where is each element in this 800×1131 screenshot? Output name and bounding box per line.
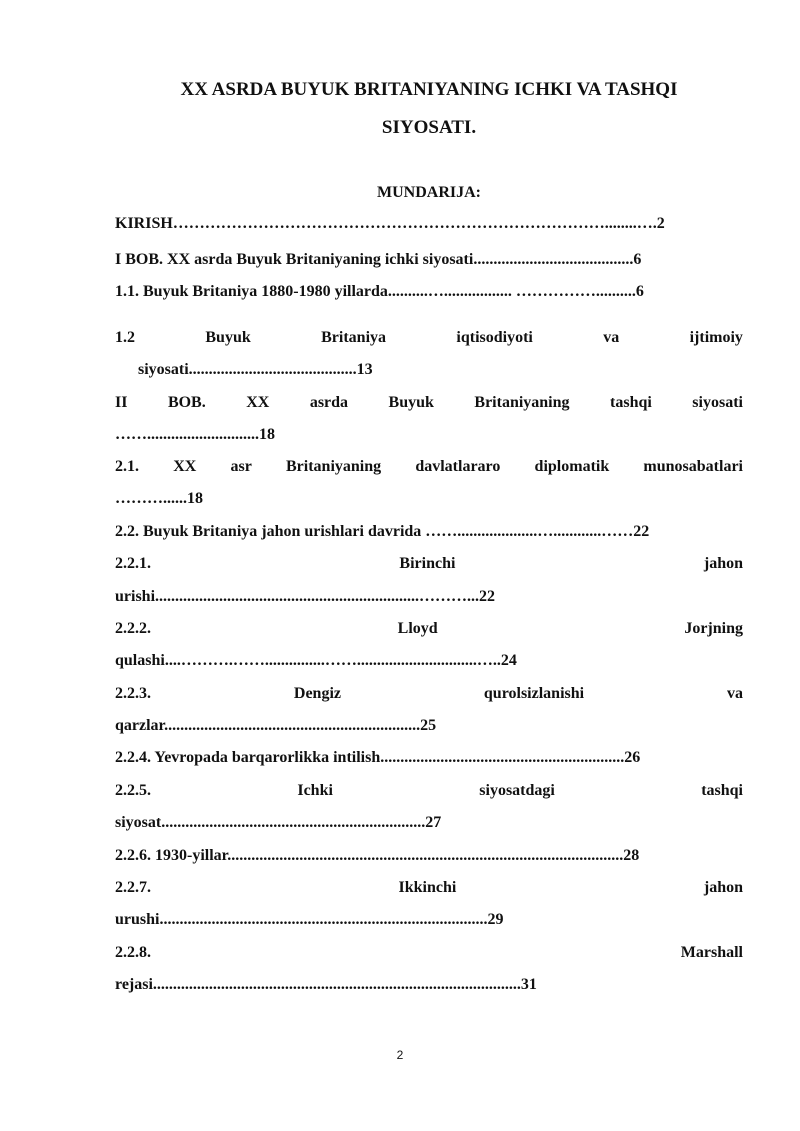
toc-entry-1-2-continuation: siyosati..........................................13 <box>138 361 373 378</box>
toc-entry-2-2-3-continuation: qarzlar................................................................25 <box>115 717 437 734</box>
toc-entry-bob2 <box>115 393 743 413</box>
toc-word: Britaniya <box>321 329 387 346</box>
toc-word: Ikkinchi <box>398 879 457 896</box>
toc-word: BOB. <box>167 394 206 411</box>
toc-word: 2.2.1. <box>115 555 151 572</box>
toc-word: diplomatik <box>534 458 610 475</box>
toc-word: Jorjning <box>684 620 743 637</box>
toc-entry-2-2-7-continuation: urushi..................................................................................29 <box>115 911 504 928</box>
toc-word: jahon <box>703 879 743 896</box>
toc-word: 1.2 <box>115 329 135 346</box>
toc-entry-2-2-6: 2.2.6. 1930-yillar...................................................................................................28 <box>115 847 640 864</box>
toc-entry-1-2 <box>115 328 743 348</box>
toc-word: Ichki <box>297 782 333 799</box>
toc-word: siyosati <box>692 394 743 411</box>
toc-word: 2.2.5. <box>115 782 151 799</box>
toc-word: asrda <box>309 394 349 411</box>
toc-word: Lloyd <box>397 620 438 637</box>
toc-word: XX <box>173 458 197 475</box>
toc-word: 2.2.7. <box>115 879 151 896</box>
toc-entry-bob1: I BOB. XX asrda Buyuk Britaniyaning ichki siyosati........................................6 <box>115 251 642 268</box>
toc-entry-1-1: 1.1. Buyuk Britaniya 1880-1980 yillarda..........…................. ……………..........6 <box>115 283 644 300</box>
toc-word: tashqi <box>701 782 743 799</box>
toc-entry-2-2-7 <box>115 878 743 898</box>
toc-entry-2-1-continuation: ………......18 <box>115 490 203 507</box>
toc-word: jahon <box>703 555 743 572</box>
toc-entry-2-1 <box>115 457 743 477</box>
toc-word: asr <box>230 458 252 475</box>
toc-entry-2-2-8 <box>115 943 743 963</box>
toc-word: 2.2.3. <box>115 685 151 702</box>
toc-word: Buyuk <box>388 394 434 411</box>
toc-word: va <box>726 685 743 702</box>
toc-entry-2-2-2-continuation: qulashi....……….……...............……..............................…..24 <box>115 652 517 669</box>
toc-word: Dengiz <box>293 685 341 702</box>
toc-word: Birinchi <box>399 555 456 572</box>
toc-entry-2-2-5 <box>115 781 743 801</box>
toc-word: qurolsizlanishi <box>483 685 585 702</box>
toc-word: XX <box>246 394 270 411</box>
toc-word: II <box>115 394 128 411</box>
toc-entry-2-2-1-continuation: urishi..................................................................………...22 <box>115 588 496 605</box>
page-number: 2 <box>396 1048 404 1062</box>
toc-entry-bob2-continuation: ……............................18 <box>115 426 275 443</box>
toc-entry-2-2-8-continuation: rejasi............................................................................................31 <box>115 976 537 993</box>
toc-word: davlatlararo <box>415 458 501 475</box>
toc-entry-2-2-1 <box>115 554 743 574</box>
toc-word: munosabatlari <box>643 458 743 475</box>
toc-word: siyosatdagi <box>479 782 555 799</box>
toc-word: ijtimoiy <box>689 329 743 346</box>
toc-word: 2.1. <box>115 458 139 475</box>
toc-entry-2-2-2 <box>115 619 743 639</box>
document-title-line-1: XX ASRDA BUYUK BRITANIYANING ICHKI VA TASHQI <box>180 79 678 100</box>
toc-word: 2.2.8. <box>115 944 151 961</box>
toc-entry-2-2-4: 2.2.4. Yevropada barqarorlikka intilish.............................................................26 <box>115 749 641 766</box>
toc-word: tashqi <box>610 394 652 411</box>
toc-entry-2-2-3 <box>115 684 743 704</box>
toc-word: Britaniyaning <box>474 394 570 411</box>
toc-word: Buyuk <box>205 329 251 346</box>
toc-entry-kirish: KIRISH………………………………………………………………………........….2 <box>115 215 665 232</box>
contents-heading: MUNDARIJA: <box>377 184 481 201</box>
toc-word: va <box>603 329 620 346</box>
toc-word: iqtisodiyoti <box>456 329 533 346</box>
toc-word: 2.2.2. <box>115 620 151 637</box>
toc-entry-2-2-5-continuation: siyosat..................................................................27 <box>115 814 442 831</box>
toc-word: Marshall <box>680 944 743 961</box>
toc-word: Britaniyaning <box>286 458 382 475</box>
toc-entry-2-2: 2.2. Buyuk Britaniya jahon urishlari davrida ……....................…............……22 <box>115 523 650 540</box>
document-title-line-2: SIYOSATI. <box>381 117 477 138</box>
